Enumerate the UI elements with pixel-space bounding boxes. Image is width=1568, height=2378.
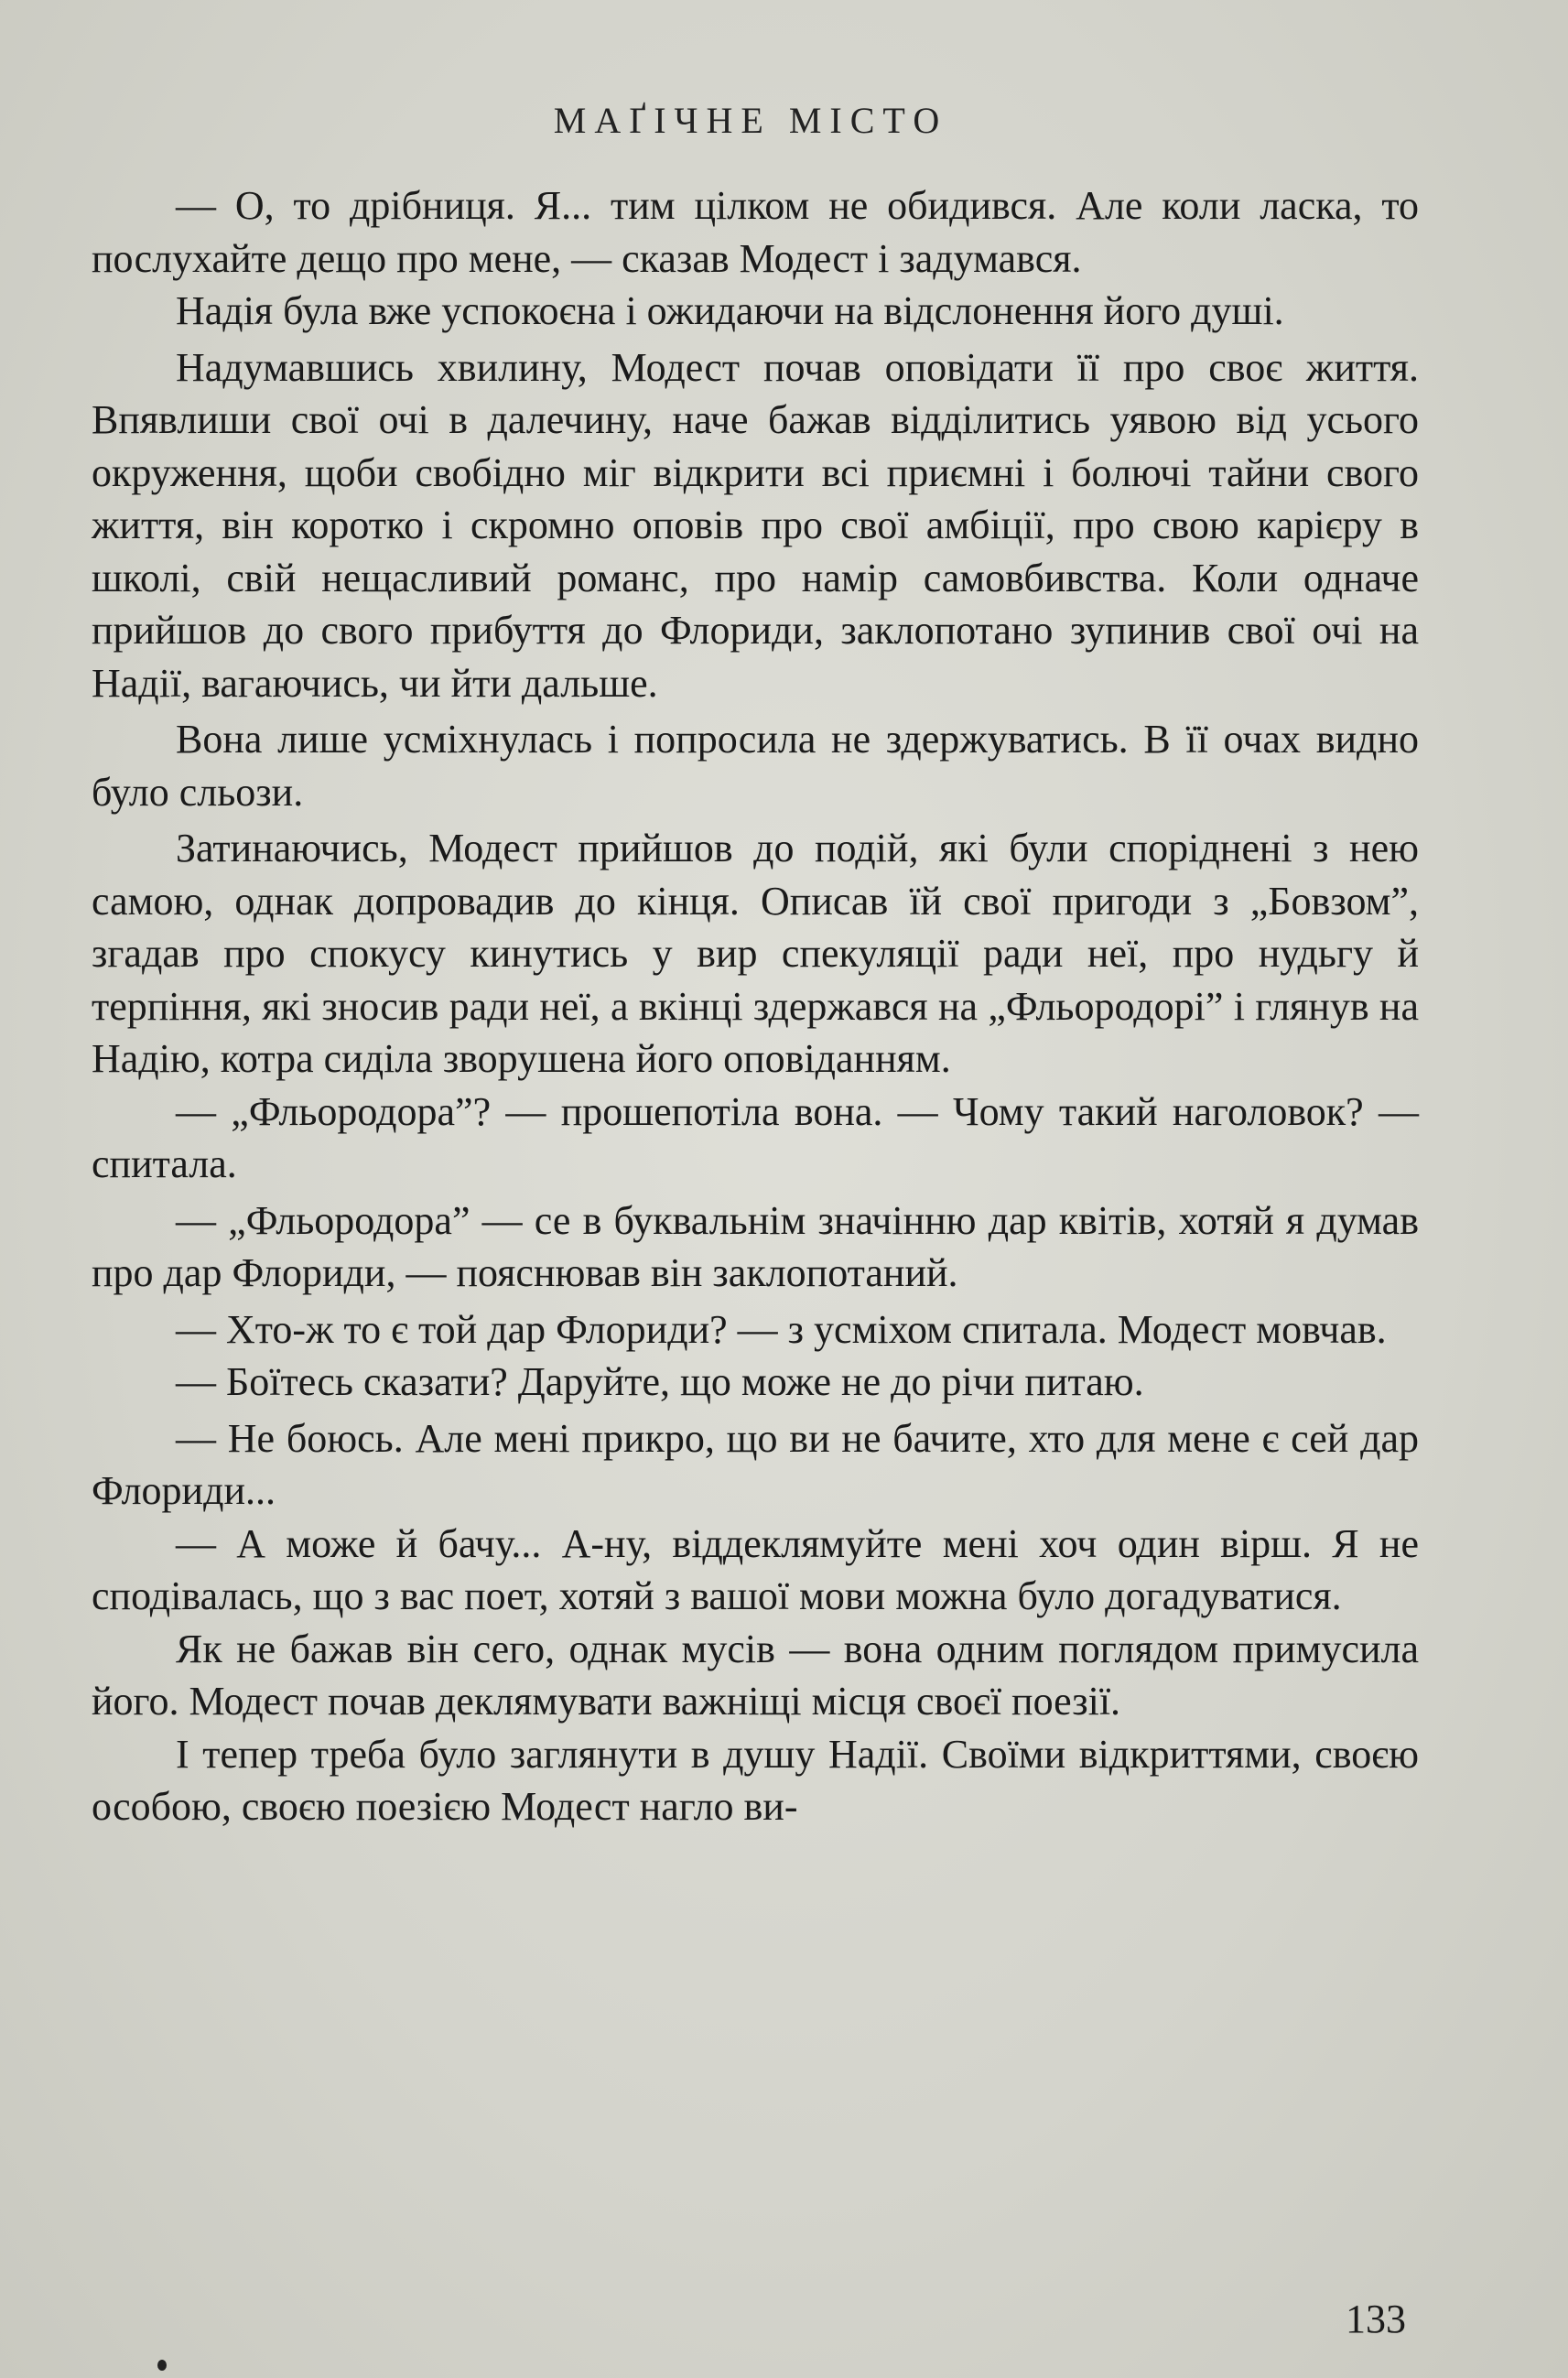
paragraph-13: І тепер треба було заглянути в душу Надії. Своїми відкриттями, своєю особою, своєю поезією Модест нагло ви- <box>92 1731 1419 1829</box>
ink-speck <box>157 2360 167 2371</box>
paragraph-9: — Боїтесь сказати? Даруйте, що може не до річи питаю. <box>176 1359 1144 1404</box>
body-text <box>92 179 1419 1833</box>
paragraph-10: — Не боюсь. Але мені прикро, що ви не бачите, хто для мене є сей дар Флориди... <box>92 1415 1419 1513</box>
paragraph-7: — „Фльородора” — се в буквальнім значінню дар квітів, хотяй я думав про дар Флориди, — пояснював він заклопотаний. <box>92 1197 1419 1295</box>
paragraph-2: Надія була вже успокоєна і ожидаючи на відслонення його душі. <box>176 288 1284 333</box>
paragraph-11: — А може й бачу... А-ну, віддеклямуйте мені хоч один вірш. Я не сподівалась, що з вас поет, хотяй з вашої мови можна було догадуватися. <box>92 1520 1419 1618</box>
page-number: 133 <box>1346 2297 1406 2341</box>
paragraph-5: Затинаючись, Модест прийшов до подій, які були споріднені з нею самою, однак допровадив до кінця. Описав їй свої пригоди з „Бовзом”, згадав про спокусу кинутись у вир спекуляції ради неї, про нудьгу й терпіння, які зносив ради неї, а вкінці здержався на „Фльородорі” і глянув на Надію, котра сиділа зворушена його оповіданням. <box>92 826 1419 1081</box>
paragraph-3: Надумавшись хвилину, Модест почав оповідати її про своє життя. Впявлиши свої очі в далечину, наче бажав відділитись уявою від усього окруження, щоби свобідно міг відкрити всі приємні і болючі тайни свого життя, він коротко і скромно оповів про свої амбіції, про свою карієру в школі, свій нещасливий романс, про намір самовбивства. Коли одначе прийшов до свого прибуття до Флориди, заклопотано зупинив свої очі на Надії, вагаючись, чи йти дальше. <box>92 344 1419 706</box>
running-head: МАҐІЧНЕ МІСТО <box>553 100 948 141</box>
paragraph-6: — „Фльородора”? — прошепотіла вона. — Чому такий наголовок? — спитала. <box>92 1088 1419 1186</box>
paragraph-8: — Хто-ж то є той дар Флориди? — з усміхом спитала. Модест мовчав. <box>176 1306 1387 1352</box>
paragraph-12: Як не бажав він сего, однак мусів — вона одним поглядом примусила його. Модест почав деклямувати важніщі місця своєї поезії. <box>92 1626 1419 1724</box>
paragraph-4: Вона лише усміхнулась і попросила не здержуватись. В її очах видно було сльози. <box>92 717 1419 815</box>
paragraph-1: — О, то дрібниця. Я... тим цілком не обидився. Але коли ласка, то послухайте дещо про мене, — сказав Модест і задумався. <box>92 183 1419 281</box>
